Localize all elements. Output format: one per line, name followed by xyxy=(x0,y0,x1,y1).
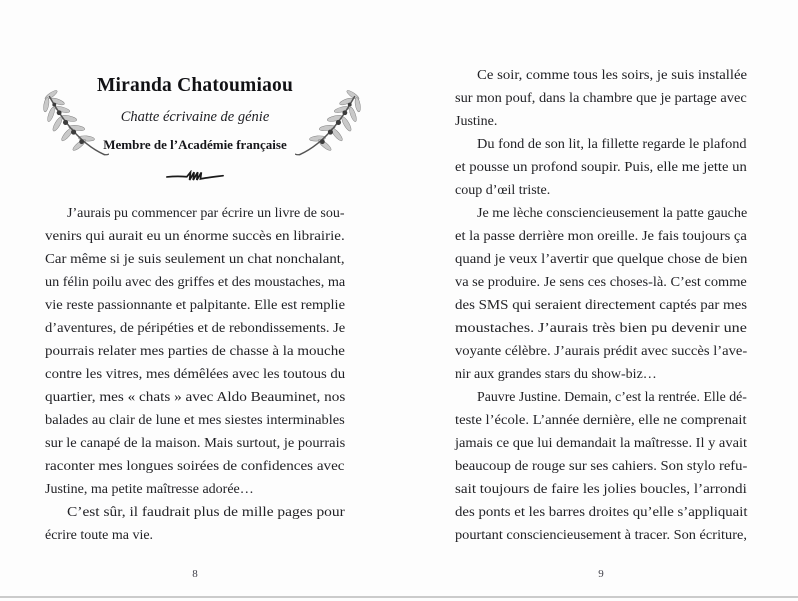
text-line: Je me lèche consciencieusement la patte gauche xyxy=(477,206,748,221)
text-line: des SMS qui seraient directement captés par mes xyxy=(455,298,748,313)
text-line: teste l’école. L’année dernière, elle ne comprenait xyxy=(455,413,747,428)
chapter-header xyxy=(45,0,345,200)
page-number-right: 9 xyxy=(598,568,604,580)
text-line: Justine, ma petite maîtresse adorée… xyxy=(45,482,254,497)
right-page xyxy=(455,0,747,601)
text-line: d’aventures, de péripéties et de rebondissements. Je xyxy=(45,321,346,336)
text-line: Car même si je suis seulement un chat nonchalant, xyxy=(45,252,345,267)
author-subtitle: Chatte écrivaine de génie xyxy=(120,109,270,125)
left-page-text xyxy=(45,202,345,547)
text-line: beaucoup de rouge sur ses cahiers. Son stylo refu- xyxy=(455,459,748,474)
text-line: raconter mes longues soirées de confidences avec xyxy=(45,459,345,474)
text-line: coup d’œil triste. xyxy=(455,183,551,198)
text-line: quartier, mes « chats » avec Aldo Beauminet, nos xyxy=(45,390,346,405)
text-line: vie reste passionnante et palpitante. Elle est remplie xyxy=(45,298,346,313)
text-line: et pousse un profond soupir. Puis, elle me jette un xyxy=(455,160,747,175)
text-line: nir aux grandes stars du show-biz… xyxy=(455,367,657,382)
page-bottom-edge xyxy=(0,596,798,598)
text-line: jamais ce que lui demandait la maîtresse. Il y avait xyxy=(455,436,748,451)
author-membership: Membre de l’Académie française xyxy=(103,137,287,152)
text-line: sait toujours de faire les jolies boucles, l’arrondi xyxy=(455,482,747,497)
text-line: voyante célèbre. J’aurais prédit avec succès l’ave- xyxy=(455,344,748,359)
text-line: venirs qui aurait eu un énorme succès en librairie. xyxy=(45,229,345,244)
text-line: va se produire. Je sens ces choses-là. C’est comme xyxy=(455,275,747,290)
text-line: un félin poilu avec des griffes et des moustaches, ma xyxy=(45,275,346,290)
text-line: J’aurais pu commencer par écrire un livre de sou- xyxy=(67,206,345,221)
text-line: et la passe derrière mon oreille. Je fais toujours ça xyxy=(455,229,747,244)
text-line: Ce soir, comme tous les soirs, je suis installée xyxy=(477,68,748,83)
left-page xyxy=(45,0,345,601)
text-line: Justine. xyxy=(455,114,498,129)
text-line: Du fond de son lit, la fillette regarde le plafond xyxy=(477,137,747,152)
page-number-left: 8 xyxy=(192,568,198,580)
author-title: Miranda Chatoumiaou xyxy=(96,75,294,96)
text-line: sur mon pouf, dans la chambre que je partage avec xyxy=(455,91,747,106)
text-line: balades au clair de lune et mes siestes interminables xyxy=(45,413,345,428)
text-line: Pauvre Justine. Demain, c’est la rentrée. Elle dé- xyxy=(477,390,747,405)
text-line: sur le canapé de la maison. Mais surtout, je pourrais xyxy=(45,436,346,451)
text-line: des ponts et les barres droites qu’elle s’appliquait xyxy=(455,505,748,520)
text-line: contre les vitres, mes démêlées avec les toutous du xyxy=(45,367,346,382)
text-line: quand je veux l’avertir que quelque chose de bien xyxy=(455,252,748,267)
text-line: moustaches. J’aurais très bien pu devenir une xyxy=(455,321,747,336)
text-line: pourtant consciencieusement à tracer. Son écriture, xyxy=(455,528,747,543)
text-line: écrire toute ma vie. xyxy=(45,528,154,543)
text-line: pourrais relater mes parties de chasse à la mouche xyxy=(45,344,345,359)
text-line: C’est sûr, il faudrait plus de mille pages pour xyxy=(67,505,345,520)
right-page-text xyxy=(455,64,747,547)
squiggle-divider-icon xyxy=(45,170,345,184)
